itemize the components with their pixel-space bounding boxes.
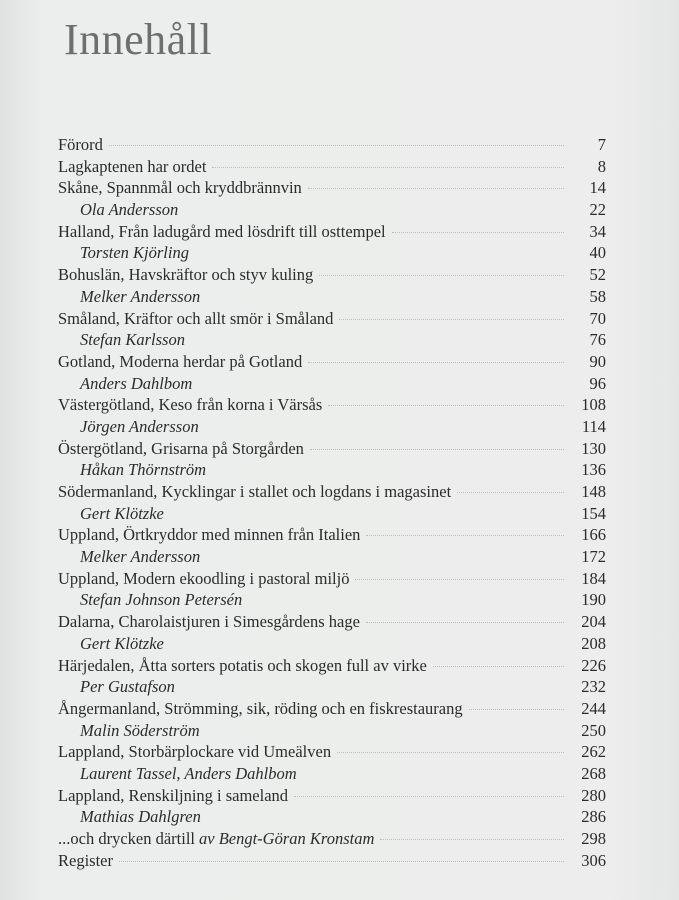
toc-author-row (58, 633, 606, 655)
toc-entry-row (58, 568, 606, 590)
toc-page-number: 184 (581, 568, 606, 588)
toc-entry-title: Bohuslän, Havskräftor och styv kuling (58, 265, 314, 285)
dot-leader (109, 145, 564, 146)
toc-page-number: 268 (581, 763, 606, 783)
toc-entry-title: Västergötland, Keso från korna i Värsås (58, 395, 323, 415)
toc-author-row (58, 720, 606, 742)
toc-entry-row (58, 481, 606, 503)
dot-leader (380, 839, 564, 840)
toc-author-name: Stefan Johnson Petersén (80, 590, 243, 610)
toc-page-number: 204 (581, 612, 606, 632)
toc-entry-row (58, 308, 606, 330)
toc-page-number: 52 (589, 265, 606, 285)
toc-entry-row (58, 785, 606, 807)
toc-page-number: 90 (589, 351, 606, 371)
toc-author-row (58, 459, 606, 481)
toc-entry-row (58, 351, 606, 373)
dot-leader (308, 188, 564, 189)
toc-entry-author-suffix: av Bengt-Göran Kronstam (199, 829, 375, 848)
toc-author-name: Torsten Kjörling (80, 243, 189, 263)
dot-leader (310, 449, 564, 450)
toc-entry-title: Småland, Kräftor och allt smör i Småland (58, 308, 334, 328)
toc-entry-row (58, 741, 606, 763)
dot-leader (366, 535, 564, 536)
toc-entry-row (58, 611, 606, 633)
toc-author-name: Gert Klötzke (80, 633, 164, 653)
toc-page-number: 148 (581, 482, 606, 501)
toc-author-name: Jörgen Andersson (80, 416, 199, 436)
toc-page-number: 108 (581, 395, 606, 415)
toc-entry-row (58, 828, 606, 850)
toc-page-number: 96 (589, 373, 606, 393)
toc-author-row (58, 806, 606, 828)
dot-leader (319, 275, 564, 276)
toc-page-number: 280 (581, 785, 606, 805)
toc-author-row (58, 373, 606, 395)
toc-author-row (58, 199, 606, 221)
toc-author-name: Anders Dahlbom (80, 373, 193, 393)
page-title: Innehåll (64, 15, 213, 64)
toc-author-row (58, 242, 606, 264)
toc-entry-title: Södermanland, Kycklingar i stallet och logdans i magasinet (58, 482, 452, 501)
toc-author-row (58, 589, 606, 611)
dot-leader (337, 752, 564, 753)
toc-page-number: 244 (581, 698, 606, 718)
toc-page-number: 262 (581, 742, 606, 762)
dot-leader (355, 579, 564, 580)
toc-entry-title: Härjedalen, Åtta sorters potatis och skogen full av virke (58, 655, 427, 675)
table-of-contents (58, 134, 606, 871)
toc-entry-title: Lappland, Storbärplockare vid Umeälven (58, 742, 332, 762)
dot-leader (366, 622, 564, 623)
toc-page-number: 70 (589, 308, 606, 328)
dot-leader (294, 796, 564, 797)
toc-entry-title: Lappland, Renskiljning i sameland (58, 785, 289, 805)
toc-entry-row (58, 850, 606, 872)
toc-entry-row (58, 394, 606, 416)
toc-entry-row (58, 698, 606, 720)
toc-author-name: Laurent Tassel, Anders Dahlbom (80, 763, 297, 783)
toc-entry-title: Förord (58, 135, 103, 154)
toc-entry-title: Gotland, Moderna herdar på Gotland (58, 351, 303, 371)
toc-author-row (58, 503, 606, 525)
toc-author-name: Mathias Dahlgren (80, 807, 201, 827)
dot-leader (328, 405, 564, 406)
toc-author-row (58, 329, 606, 351)
toc-author-row (58, 286, 606, 308)
toc-author-name: Melker Andersson (80, 286, 201, 306)
toc-page-number: 190 (581, 590, 606, 610)
toc-page-number: 14 (589, 178, 606, 198)
toc-author-name: Malin Söderström (80, 720, 200, 740)
toc-entry-title: Uppland, Modern ekoodling i pastoral miljö (58, 568, 350, 588)
toc-page-number: 130 (581, 438, 606, 458)
dot-leader (119, 861, 564, 862)
toc-entry-row (58, 156, 606, 178)
toc-entry-title: Östergötland, Grisarna på Storgården (58, 438, 304, 458)
toc-entry-title: Register (58, 850, 113, 870)
toc-page-number: 286 (581, 807, 606, 827)
toc-entry-row (58, 438, 606, 460)
toc-entry-row (58, 655, 606, 677)
toc-page-number: 232 (581, 677, 606, 697)
toc-entry-title: Halland, Från ladugård med lösdrift till osttempel (58, 221, 386, 241)
toc-author-row (58, 676, 606, 698)
toc-entry-title: Uppland, Örtkryddor med minnen från Italien (58, 525, 361, 545)
toc-entry-row (58, 524, 606, 546)
toc-page-number: 172 (581, 547, 606, 567)
toc-entry-row (58, 221, 606, 243)
toc-page-number: 298 (581, 829, 606, 848)
toc-author-name: Per Gustafson (80, 677, 175, 697)
toc-entry-title: Lagkaptenen har ordet (58, 156, 207, 176)
toc-page-number: 136 (581, 460, 606, 480)
toc-entry-row (58, 134, 606, 156)
toc-page-number: 208 (581, 633, 606, 653)
toc-page-number: 226 (581, 655, 606, 675)
toc-page-number: 58 (589, 286, 606, 306)
dot-leader (339, 319, 564, 320)
dot-leader (308, 362, 564, 363)
dot-leader (469, 709, 564, 710)
toc-entry-title: Ångermanland, Strömming, sik, röding och en fiskrestaurang (58, 698, 463, 718)
toc-entry-row (58, 264, 606, 286)
toc-page-number: 34 (589, 221, 606, 241)
toc-page-number: 114 (581, 416, 606, 436)
dot-leader (212, 167, 564, 168)
toc-author-row (58, 763, 606, 785)
toc-entry-title: Dalarna, Charolaistjuren i Simesgårdens hage (58, 612, 360, 632)
toc-page-number: 22 (589, 200, 606, 220)
toc-author-row (58, 546, 606, 568)
toc-page-number: 76 (589, 330, 606, 350)
toc-entry-title: ...och drycken därtill (58, 829, 195, 848)
dot-leader (457, 492, 564, 493)
dot-leader (392, 232, 564, 233)
toc-page-number: 8 (597, 156, 606, 176)
toc-page-number: 40 (589, 243, 606, 263)
toc-page-number: 250 (581, 720, 606, 740)
toc-page-number: 7 (597, 135, 606, 154)
toc-author-name: Ola Andersson (80, 200, 179, 220)
toc-entry-row (58, 177, 606, 199)
toc-author-name: Melker Andersson (80, 547, 201, 567)
toc-page-number: 306 (581, 850, 606, 870)
toc-page-number: 154 (581, 503, 606, 523)
toc-page-number: 166 (581, 525, 606, 545)
dot-leader (433, 666, 564, 667)
toc-author-name: Håkan Thörnström (80, 460, 207, 480)
toc-entry-title: Skåne, Spannmål och kryddbrännvin (58, 178, 302, 198)
toc-author-name: Stefan Karlsson (80, 330, 185, 350)
toc-author-row (58, 416, 606, 438)
toc-author-name: Gert Klötzke (80, 503, 164, 523)
